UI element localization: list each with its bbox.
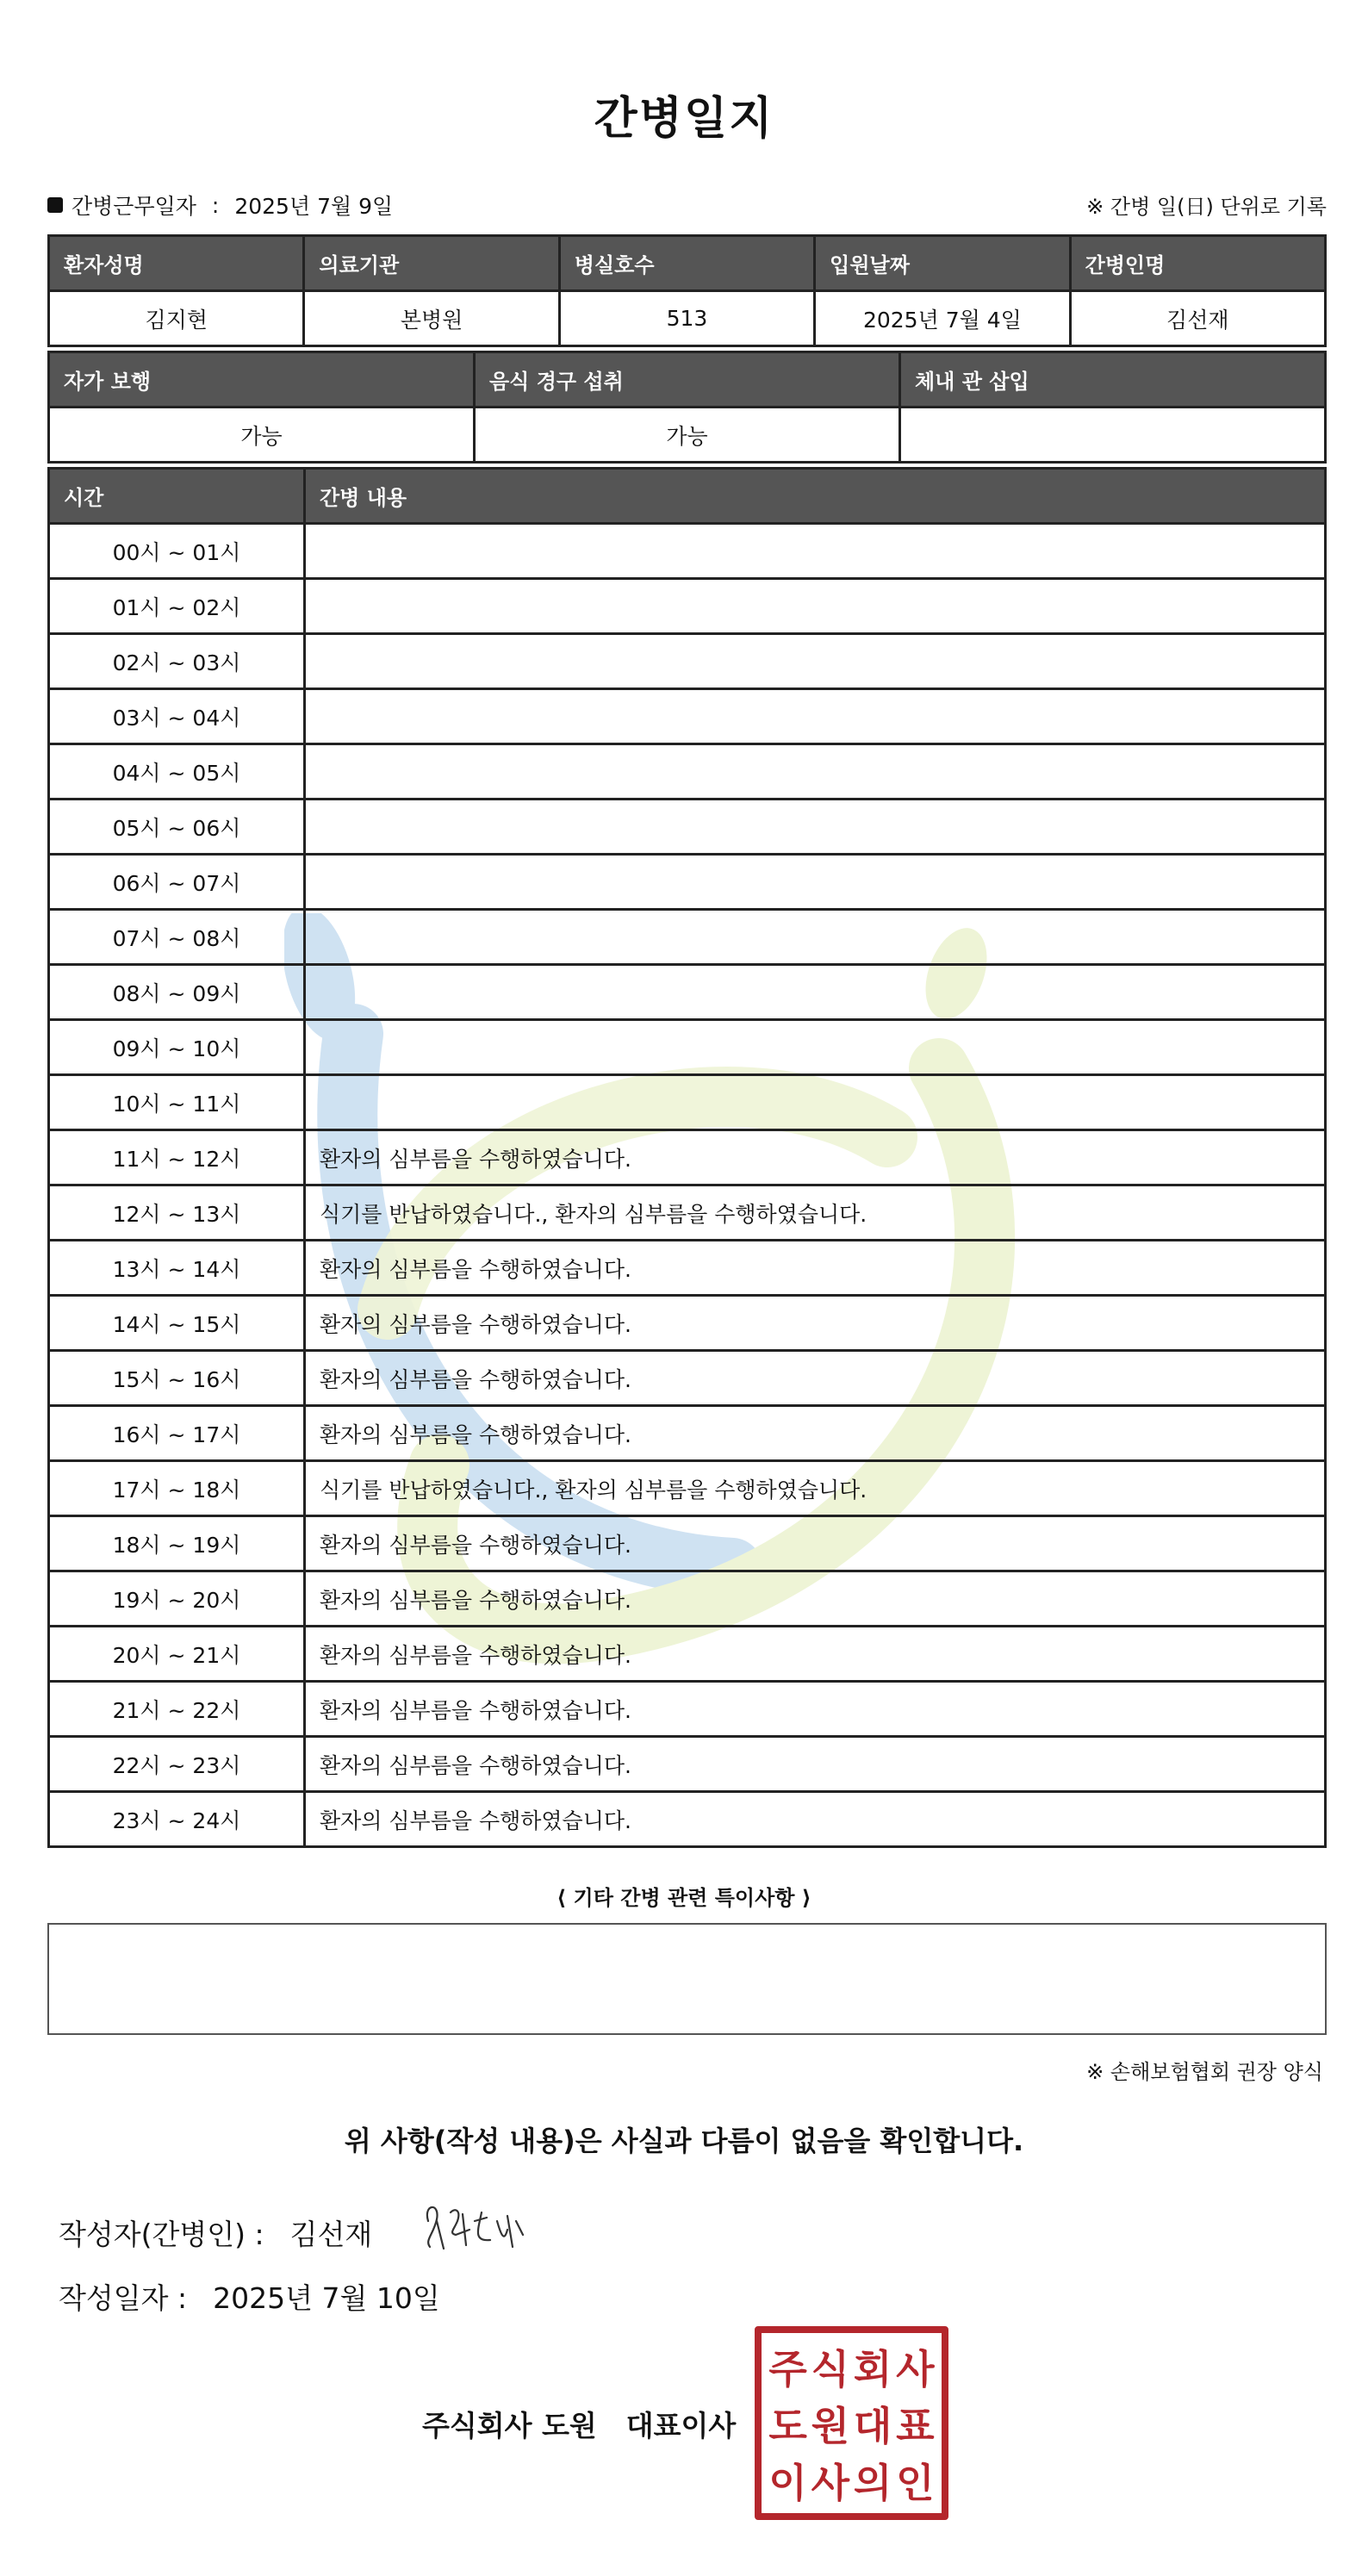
bullet-square-icon [47, 197, 63, 213]
care-content-cell: 환자의 심부름을 수행하였습니다. [305, 1571, 1326, 1627]
written-date-value: 2025년 7월 10일 [213, 2281, 440, 2315]
header-self-walking: 자가 보행 [49, 352, 475, 408]
header-room-number: 병실호수 [559, 236, 814, 291]
care-content-cell: 환자의 심부름을 수행하였습니다. [305, 1627, 1326, 1682]
care-content-cell: 환자의 심부름을 수행하였습니다. [305, 1351, 1326, 1406]
stamp-char: 사 [811, 2460, 850, 2506]
written-date-label: 작성일자 : [59, 2281, 188, 2315]
table-row [49, 1185, 1326, 1241]
patient-status-header-row [49, 352, 1326, 408]
time-cell: 04시 ~ 05시 [49, 744, 305, 800]
stamp-char: 식 [811, 2346, 850, 2392]
time-cell: 02시 ~ 03시 [49, 634, 305, 689]
care-content-cell [305, 524, 1326, 579]
table-row [49, 1075, 1326, 1130]
table-row [49, 744, 1326, 800]
care-content-cell [305, 579, 1326, 634]
table-row [49, 1351, 1326, 1406]
table-row [49, 800, 1326, 855]
care-content-cell: 식기를 반납하였습니다., 환자의 심부름을 수행하였습니다. [305, 1461, 1326, 1516]
table-row [49, 1792, 1326, 1847]
care-content-cell: 환자의 심부름을 수행하였습니다. [305, 1682, 1326, 1737]
table-row [49, 965, 1326, 1020]
care-content-cell: 식기를 반납하였습니다., 환자의 심부름을 수행하였습니다. [305, 1185, 1326, 1241]
page-title: 간병일지 [594, 93, 774, 145]
care-content-cell: 환자의 심부름을 수행하였습니다. [305, 1737, 1326, 1792]
care-log-table [47, 467, 1327, 1848]
stamp-char: 이 [768, 2460, 807, 2506]
table-row [49, 1461, 1326, 1516]
table-row [49, 910, 1326, 965]
stamp-char: 표 [896, 2403, 935, 2449]
writer-name: 김선재 [289, 2218, 373, 2251]
table-row [49, 634, 1326, 689]
tube-insertion-value [900, 408, 1326, 463]
company-seal-stamp [755, 2326, 948, 2520]
table-row [49, 1296, 1326, 1351]
stamp-char: 도 [768, 2403, 807, 2449]
time-cell: 09시 ~ 10시 [49, 1020, 305, 1075]
time-cell: 12시 ~ 13시 [49, 1185, 305, 1241]
time-cell: 17시 ~ 18시 [49, 1461, 305, 1516]
table-row [49, 1130, 1326, 1185]
table-row [49, 1682, 1326, 1737]
care-content-cell [305, 1075, 1326, 1130]
table-row [49, 855, 1326, 910]
care-content-cell: 환자의 심부름을 수행하였습니다. [305, 1516, 1326, 1571]
patient-name: 김지현 [49, 291, 304, 346]
confirmation-statement: 위 사항(작성 내용)은 사실과 다름이 없음을 확인합니다. [344, 2125, 1024, 2157]
table-row [49, 579, 1326, 634]
time-cell: 03시 ~ 04시 [49, 689, 305, 744]
time-cell: 07시 ~ 08시 [49, 910, 305, 965]
care-content-cell [305, 910, 1326, 965]
record-unit-note: ※ 간병 일(日) 단위로 기록 [1086, 195, 1327, 219]
patient-info-table [47, 234, 1327, 347]
notes-title: ⟨ 기타 간병 관련 특이사항 ⟩ [557, 1886, 811, 1910]
stamp-char: 원 [811, 2403, 850, 2449]
table-row [49, 1571, 1326, 1627]
company-title: 대표이사 [625, 2409, 737, 2442]
time-cell: 22시 ~ 23시 [49, 1737, 305, 1792]
care-content-cell: 환자의 심부름을 수행하였습니다. [305, 1296, 1326, 1351]
table-row [49, 1737, 1326, 1792]
hospital-name: 본병원 [304, 291, 559, 346]
work-date-label: 간병근무일자 [72, 194, 196, 219]
stamp-char: 의 [853, 2460, 892, 2506]
header-caregiver-name: 간병인명 [1070, 236, 1325, 291]
stamp-char: 사 [896, 2346, 935, 2392]
care-content-cell [305, 1020, 1326, 1075]
header-time: 시간 [49, 469, 305, 524]
time-cell: 11시 ~ 12시 [49, 1130, 305, 1185]
header-patient-name: 환자성명 [49, 236, 304, 291]
time-cell: 23시 ~ 24시 [49, 1792, 305, 1847]
stamp-char: 인 [896, 2460, 935, 2506]
care-content-cell [305, 800, 1326, 855]
oral-intake-value: 가능 [475, 408, 900, 463]
writer-label: 작성자(간병인) : [59, 2218, 264, 2251]
time-cell: 08시 ~ 09시 [49, 965, 305, 1020]
handwritten-signature-icon [418, 2195, 530, 2256]
care-content-cell [305, 634, 1326, 689]
table-row [49, 524, 1326, 579]
stamp-char: 회 [853, 2346, 892, 2392]
room-number: 513 [559, 291, 814, 346]
patient-status-value-row [49, 408, 1326, 463]
table-row [49, 1516, 1326, 1571]
company-name: 주식회사 도원 [422, 2409, 597, 2442]
stamp-char: 대 [853, 2403, 892, 2449]
stamp-char: 주 [768, 2346, 807, 2392]
admission-date: 2025년 7월 4일 [815, 291, 1070, 346]
notes-box [47, 1923, 1327, 2035]
recommendation-note: ※ 손해보험협회 권장 양식 [1086, 2060, 1323, 2084]
writer-row [59, 2212, 372, 2253]
time-cell: 00시 ~ 01시 [49, 524, 305, 579]
meta-row [47, 190, 1327, 224]
care-content-cell [305, 855, 1326, 910]
time-cell: 13시 ~ 14시 [49, 1241, 305, 1296]
care-content-cell: 환자의 심부름을 수행하였습니다. [305, 1130, 1326, 1185]
table-row [49, 1020, 1326, 1075]
table-row [49, 1406, 1326, 1461]
time-cell: 18시 ~ 19시 [49, 1516, 305, 1571]
time-cell: 21시 ~ 22시 [49, 1682, 305, 1737]
patient-info-header-row [49, 236, 1326, 291]
care-log-body [49, 524, 1326, 1847]
header-care-content: 간병 내용 [305, 469, 1326, 524]
care-content-cell [305, 744, 1326, 800]
time-cell: 20시 ~ 21시 [49, 1627, 305, 1682]
header-hospital: 의료기관 [304, 236, 559, 291]
care-log-header-row [49, 469, 1326, 524]
patient-status-table [47, 351, 1327, 464]
care-content-cell: 환자의 심부름을 수행하였습니다. [305, 1792, 1326, 1847]
care-content-cell: 환자의 심부름을 수행하였습니다. [305, 1241, 1326, 1296]
care-content-cell [305, 965, 1326, 1020]
caregiver-name: 김선재 [1070, 291, 1325, 346]
time-cell: 19시 ~ 20시 [49, 1571, 305, 1627]
time-cell: 05시 ~ 06시 [49, 800, 305, 855]
time-cell: 10시 ~ 11시 [49, 1075, 305, 1130]
patient-info-value-row [49, 291, 1326, 346]
time-cell: 15시 ~ 16시 [49, 1351, 305, 1406]
work-date-value: 2025년 7월 9일 [234, 194, 394, 219]
self-walking-value: 가능 [49, 408, 475, 463]
work-date-separator: : [211, 192, 220, 218]
time-cell: 16시 ~ 17시 [49, 1406, 305, 1461]
header-oral-intake: 음식 경구 섭취 [475, 352, 900, 408]
table-row [49, 1627, 1326, 1682]
time-cell: 06시 ~ 07시 [49, 855, 305, 910]
table-row [49, 689, 1326, 744]
written-date-row [59, 2276, 440, 2317]
work-date-group [47, 190, 393, 221]
header-admission-date: 입원날짜 [815, 236, 1070, 291]
time-cell: 14시 ~ 15시 [49, 1296, 305, 1351]
company-signature-line [422, 2404, 736, 2444]
time-cell: 01시 ~ 02시 [49, 579, 305, 634]
care-content-cell: 환자의 심부름을 수행하였습니다. [305, 1406, 1326, 1461]
header-tube-insertion: 체내 관 삽입 [900, 352, 1326, 408]
table-row [49, 1241, 1326, 1296]
care-content-cell [305, 689, 1326, 744]
